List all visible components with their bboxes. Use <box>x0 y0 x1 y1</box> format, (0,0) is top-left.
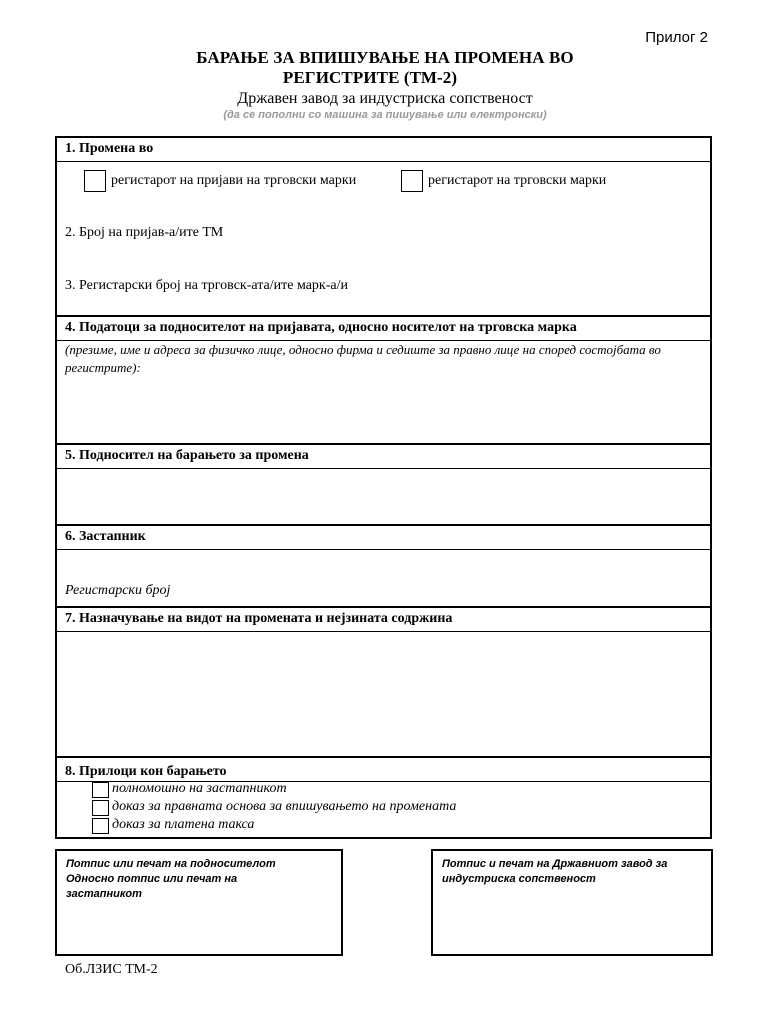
section-5-title: 5. Подносител на барањето за промена <box>57 445 710 469</box>
option-applications-register-label: регистарот на пријави на трговски марки <box>111 173 357 188</box>
registration-number-label: 3. Регистарски број на трговск-ата/ите марк-а/и <box>65 278 348 293</box>
section-8-title: 8. Прилоци кон барањето <box>57 762 710 782</box>
application-number-label: 2. Број на пријав-а/ите ТМ <box>65 225 224 240</box>
office-signature-box[interactable] <box>431 849 713 956</box>
attachment-legal-basis-proof: доказ за правната основа за впишувањето на промената <box>112 799 457 814</box>
applicant-signature-box[interactable] <box>55 849 343 956</box>
section-change-in <box>55 136 712 317</box>
form-title <box>0 48 770 88</box>
fill-instruction: (да се пополни со машина за пишување или електронски) <box>223 109 547 121</box>
section-7-title: 7. Назначување на видот на промената и нејзината содржина <box>57 608 710 632</box>
applicant-signature-label: Потпис или печат на подносителот Односно потпис или печат на застапникот <box>66 858 276 900</box>
checkbox-applications-register[interactable] <box>84 170 106 192</box>
option-marks-register-label: регистарот на трговски марки <box>428 173 607 188</box>
checkbox-marks-register[interactable] <box>401 170 423 192</box>
section-4-hint: (презиме, име и адреса за физичко лице, односно фирма и седиште за правно лице на според состојбата во регистрите): <box>65 342 661 375</box>
checkbox-legal-basis-proof[interactable] <box>92 800 109 816</box>
form-subtitle: Државен завод за индустриска сопственост <box>237 90 533 107</box>
section-attachments <box>55 758 712 839</box>
section-change-description[interactable] <box>55 606 712 758</box>
checkbox-power-of-attorney[interactable] <box>92 782 109 798</box>
registration-number-field-label: Регистарски број <box>65 583 171 598</box>
form-code: Об.ЛЗИС ТМ-2 <box>65 962 158 977</box>
section-applicant-data[interactable] <box>55 317 712 445</box>
form-title-line2: РЕГИСТРИТЕ (ТМ-2) <box>282 68 458 87</box>
checkbox-fee-payment-proof[interactable] <box>92 818 109 834</box>
attachment-fee-payment-proof: доказ за платена такса <box>112 817 255 832</box>
section-representative[interactable] <box>55 526 712 608</box>
form-title-line1: БАРАЊЕ ЗА ВПИШУВАЊЕ НА ПРОМЕНА ВО <box>196 48 574 67</box>
section-6-title: 6. Застапник <box>57 526 710 550</box>
section-1-title: 1. Промена во <box>57 138 710 162</box>
section-request-applicant[interactable] <box>55 445 712 526</box>
office-signature-label: Потпис и печат на Државниот завод за индустриска сопственост <box>442 858 668 885</box>
section-4-title: 4. Податоци за подносителот на пријавата, односно носителот на трговска марка <box>57 317 710 341</box>
attachment-power-of-attorney: полномошно на застапникот <box>112 781 287 796</box>
annex-label: Прилог 2 <box>645 29 708 46</box>
